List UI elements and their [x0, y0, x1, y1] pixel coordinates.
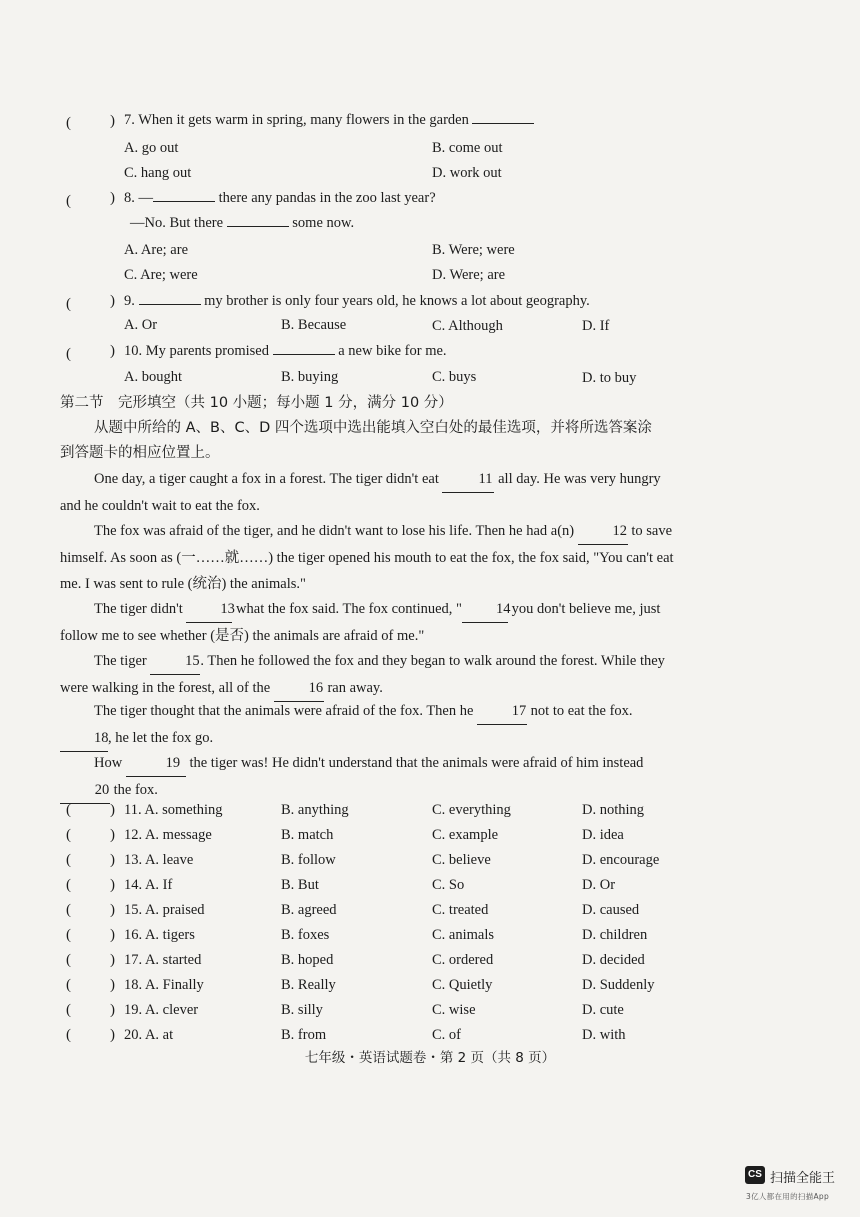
question-9-stem: 9. my brother is only four years old, he knows a lot about geography. — [124, 293, 590, 309]
question-8-stem: 8. — there any pandas in the zoo last year? — [124, 190, 436, 206]
option-d: D. children — [582, 927, 648, 943]
option-b: B. Were; were — [432, 242, 515, 258]
option-a: 15. A. praised — [124, 902, 205, 918]
answer-paren-open: ( — [66, 193, 71, 209]
option-a: 18. A. Finally — [124, 977, 204, 993]
option-a: 17. A. started — [124, 952, 202, 968]
passage-paragraph: How 19 the tiger was! He didn't understand that the animals were afraid of him instead 20 the fox. — [60, 750, 680, 804]
option-b: B. Really — [281, 977, 336, 993]
answer-paren-open: ( — [66, 877, 71, 893]
answer-paren-close: ) — [110, 952, 115, 968]
section-instruction: 从题中所给的 A、B、C、D 四个选项中选出能填入空白处的最佳选项，并将所选答案涂 — [94, 420, 652, 436]
cloze-blank: 17 — [477, 698, 527, 725]
answer-paren-open: ( — [66, 852, 71, 868]
passage-paragraph: One day, a tiger caught a fox in a forest. The tiger didn't eat 11 all day. He was very hungry and he couldn't wait to eat the fox. — [60, 466, 680, 519]
scanner-tagline: 3亿人都在用的扫描App — [746, 1192, 830, 1201]
answer-paren-close: ) — [110, 827, 115, 843]
option-c: C. hang out — [124, 165, 192, 181]
option-c: C. Are; were — [124, 267, 198, 283]
cloze-blank: 15 — [150, 648, 200, 675]
cloze-blank: 18 — [60, 725, 108, 752]
section-instruction: 到答题卡的相应位置上。 — [60, 445, 220, 461]
option-a: 19. A. clever — [124, 1002, 199, 1018]
option-d: D. work out — [432, 165, 502, 181]
option-d: D. Or — [582, 877, 616, 893]
cloze-blank: 11 — [442, 466, 494, 493]
camscanner-logo: CS — [745, 1166, 765, 1184]
option-c: C. ordered — [432, 952, 494, 968]
passage-paragraph: The fox was afraid of the tiger, and he didn't want to lose his life. Then he had a(n) 12 to save himself. As soon as (一……就……) the tiger opened his mouth to eat the fox, the fox said, "You can't eat me. I was sent to rule (统治) the animals." — [60, 518, 680, 597]
answer-paren-open: ( — [66, 1027, 71, 1043]
option-a: A. go out — [124, 140, 179, 156]
option-d: D. idea — [582, 827, 624, 843]
cloze-blank: 19 — [126, 750, 186, 777]
answer-paren-close: ) — [110, 190, 115, 206]
cloze-blank: 14 — [462, 596, 508, 623]
option-c: C. animals — [432, 927, 495, 943]
cloze-blank: 12 — [578, 518, 628, 545]
answer-paren-open: ( — [66, 977, 71, 993]
answer-paren-open: ( — [66, 952, 71, 968]
option-d: D. Suddenly — [582, 977, 655, 993]
option-c: C. of — [432, 1027, 461, 1043]
option-a: A. Or — [124, 317, 158, 333]
option-a: 20. A. at — [124, 1027, 174, 1043]
answer-paren-open: ( — [66, 927, 71, 943]
option-c: C. buys — [432, 369, 477, 385]
answer-paren-open: ( — [66, 346, 71, 362]
passage-paragraph: The tiger didn't 13 what the fox said. The fox continued, " 14 you don't believe me, just follow me to see whether (是否) the animals are afraid of me." — [60, 596, 680, 649]
scanner-brand: 扫描全能王 — [770, 1171, 836, 1186]
answer-blank — [139, 304, 201, 305]
option-c: C. example — [432, 827, 499, 843]
option-c: C. treated — [432, 902, 489, 918]
option-c: C. believe — [432, 852, 491, 868]
answer-paren-close: ) — [110, 902, 115, 918]
answer-paren-close: ) — [110, 877, 115, 893]
option-b: B. match — [281, 827, 334, 843]
page-footer: 七年级・英语试题卷・第 2 页（共 8 页） — [304, 1050, 556, 1066]
option-a: A. bought — [124, 369, 182, 385]
cloze-blank: 13 — [186, 596, 232, 623]
option-b: B. agreed — [281, 902, 337, 918]
option-c: C. Although — [432, 318, 503, 334]
option-b: B. foxes — [281, 927, 330, 943]
option-c: C. So — [432, 877, 465, 893]
option-d: D. Were; are — [432, 267, 506, 283]
question-7-stem: 7. When it gets warm in spring, many flowers in the garden — [124, 111, 534, 129]
option-a: 14. A. If — [124, 877, 173, 893]
option-b: B. But — [281, 877, 319, 893]
option-b: B. silly — [281, 1002, 323, 1018]
answer-paren-open: ( — [66, 115, 71, 131]
answer-paren-open: ( — [66, 1002, 71, 1018]
passage-paragraph: The tiger thought that the animals were afraid of the fox. Then he 17 not to eat the fox. 18, he let the fox go. — [60, 698, 680, 752]
answer-paren-close: ) — [110, 927, 115, 943]
option-a: 12. A. message — [124, 827, 212, 843]
answer-paren-open: ( — [66, 802, 71, 818]
option-c: C. everything — [432, 802, 511, 818]
question-8-line2: —No. But there some now. — [130, 215, 355, 231]
option-a: 11. A. something — [124, 802, 223, 818]
answer-paren-close: ) — [110, 852, 115, 868]
option-b: B. hoped — [281, 952, 334, 968]
option-d: D. with — [582, 1027, 626, 1043]
answer-blank — [153, 201, 215, 202]
answer-blank — [472, 123, 534, 124]
answer-paren-close: ) — [110, 1002, 115, 1018]
option-b: B. from — [281, 1027, 327, 1043]
answer-paren-open: ( — [66, 827, 71, 843]
answer-blank — [273, 354, 335, 355]
option-b: B. Because — [281, 317, 347, 333]
option-d: D. caused — [582, 902, 640, 918]
answer-paren-close: ) — [110, 293, 115, 309]
option-d: D. decided — [582, 952, 645, 968]
option-a: 13. A. leave — [124, 852, 194, 868]
option-d: D. to buy — [582, 370, 637, 386]
answer-paren-close: ) — [110, 113, 115, 129]
option-d: D. nothing — [582, 802, 645, 818]
answer-paren-close: ) — [110, 802, 115, 818]
passage-paragraph: The tiger 15. Then he followed the fox and they began to walk around the forest. While they were walking in the forest, all of the 16 ran away. — [60, 648, 680, 702]
question-10-stem: 10. My parents promised a new bike for me. — [124, 343, 447, 359]
option-b: B. follow — [281, 852, 336, 868]
cloze-blank: 16 — [274, 675, 324, 702]
section-title: 第二节 完形填空（共 10 小题；每小题 1 分，满分 10 分） — [60, 395, 453, 411]
answer-paren-close: ) — [110, 343, 115, 359]
cloze-blank: 20 — [60, 777, 110, 804]
option-d: D. If — [582, 318, 610, 334]
option-c: C. wise — [432, 1002, 476, 1018]
answer-paren-open: ( — [66, 902, 71, 918]
option-b: B. anything — [281, 802, 349, 818]
answer-paren-close: ) — [110, 1027, 115, 1043]
answer-blank — [227, 226, 289, 227]
option-d: D. encourage — [582, 852, 660, 868]
option-a: 16. A. tigers — [124, 927, 195, 943]
answer-paren-open: ( — [66, 296, 71, 312]
option-c: C. Quietly — [432, 977, 493, 993]
option-d: D. cute — [582, 1002, 624, 1018]
option-b: B. come out — [432, 140, 503, 156]
answer-paren-close: ) — [110, 977, 115, 993]
option-a: A. Are; are — [124, 242, 189, 258]
option-b: B. buying — [281, 369, 339, 385]
